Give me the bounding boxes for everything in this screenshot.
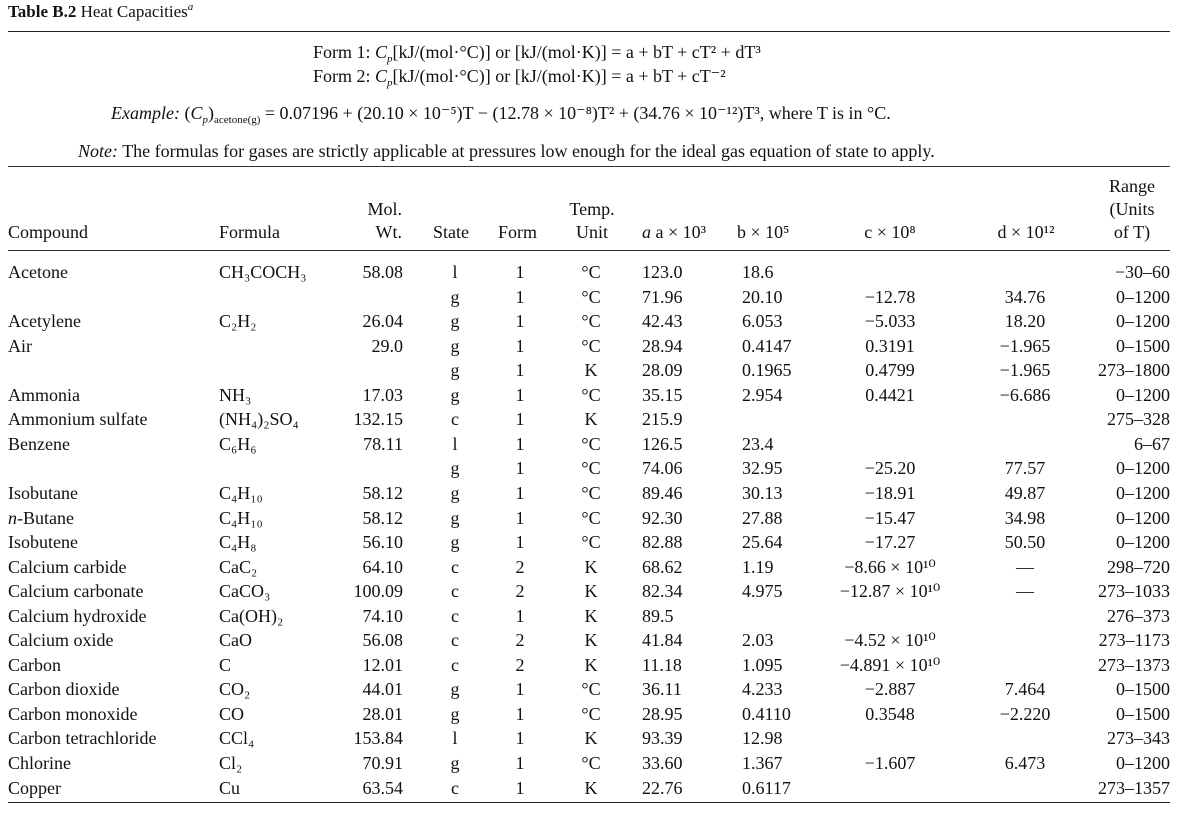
formula-cell: (NH₄)₂SO₄ [219, 409, 299, 430]
state-cell: c [451, 605, 459, 626]
range-cell: 276–373 [1107, 605, 1170, 626]
range-cell: 0–1500 [1116, 703, 1170, 724]
state-cell: g [450, 532, 460, 553]
form-cell: 1 [515, 679, 525, 700]
d-cell: — [1016, 581, 1034, 602]
a-cell: 89.5 [642, 605, 674, 626]
range-cell: −30–60 [1114, 262, 1170, 282]
c-cell: −2.887 [864, 679, 916, 700]
b-cell: 25.64 [742, 532, 783, 553]
compound-cell: Chlorine [8, 753, 71, 773]
top-rule [8, 31, 1170, 32]
header-compound: Compound [8, 222, 89, 242]
a-cell: 42.43 [642, 311, 683, 332]
state-cell: g [450, 679, 460, 700]
temp-unit-cell: K [584, 777, 598, 798]
form-cell: 1 [515, 286, 525, 307]
form-cell: 1 [515, 409, 525, 430]
b-cell: 23.4 [742, 433, 774, 454]
compound-cell: Isobutane [8, 482, 78, 503]
range-cell: 0–1200 [1116, 458, 1170, 479]
molwt-cell: 64.10 [362, 556, 403, 577]
formula-cell: NH₃ [219, 384, 252, 405]
range-cell: 0–1500 [1116, 335, 1170, 356]
form1-rhs: = a + bT + cT² + dT³ [611, 42, 761, 62]
d-cell: −1.965 [999, 335, 1051, 356]
range-cell: 273–1033 [1098, 581, 1170, 602]
molwt-cell: 70.91 [362, 753, 403, 773]
c-cell: −17.27 [864, 532, 916, 553]
formula-cell: CaO [219, 630, 252, 651]
header-form: Form [498, 222, 538, 242]
b-cell: 0.4147 [742, 335, 792, 356]
header-range-3: of T) [1113, 222, 1151, 242]
temp-unit-cell: °C [581, 679, 601, 700]
b-cell: 0.6117 [742, 777, 791, 798]
table-label: Table B.2 [8, 2, 77, 21]
form-cell: 1 [515, 384, 525, 405]
form-cell: 2 [515, 654, 525, 675]
compound-cell: Calcium carbonate [8, 581, 144, 602]
range-cell: 298–720 [1107, 556, 1170, 577]
b-cell: 32.95 [742, 458, 783, 479]
form-cell: 2 [515, 581, 525, 602]
temp-unit-cell: K [584, 409, 598, 430]
molwt-cell: 26.04 [362, 311, 403, 332]
formula-cell: CO [219, 703, 245, 724]
state-cell: g [450, 311, 460, 332]
formula-cell: Cu [219, 777, 241, 798]
molwt-cell: 58.12 [362, 507, 403, 528]
header-formula: Formula [219, 222, 280, 242]
temp-unit-cell: °C [581, 335, 601, 356]
c-cell: −4.52 × 10¹⁰ [844, 630, 936, 651]
state-cell: g [450, 753, 460, 773]
molwt-cell: 58.12 [362, 482, 403, 503]
state-cell: g [450, 482, 460, 503]
molwt-cell: 63.54 [362, 777, 403, 798]
bottom-rule [8, 802, 1170, 803]
c-cell: −8.66 × 10¹⁰ [844, 556, 936, 577]
temp-unit-cell: °C [581, 262, 601, 282]
table-row [0, 481, 1178, 506]
compound-cell: Carbon [8, 654, 61, 675]
a-cell: 35.15 [642, 384, 683, 405]
a-cell: 41.84 [642, 630, 683, 651]
temp-unit-cell: °C [581, 532, 601, 553]
molwt-cell: 44.01 [362, 679, 403, 700]
example-expression: = 0.07196 + (20.10 × 10⁻⁵)T − (12.78 × 10⁻⁸)T² + (34.76 × 10⁻¹²)T³, where T is in °C. [264, 103, 891, 123]
c-cell: −4.891 × 10¹⁰ [839, 654, 941, 675]
c-cell: −5.033 [864, 311, 916, 332]
state-cell: c [451, 409, 459, 430]
molwt-cell: 17.03 [362, 384, 403, 405]
c-cell: −12.78 [864, 286, 916, 307]
temp-unit-cell: K [584, 605, 598, 626]
temp-unit-cell: K [584, 654, 598, 675]
table-row [0, 702, 1178, 727]
table-row [0, 407, 1178, 432]
molwt-cell: 74.10 [362, 605, 403, 626]
state-cell: g [450, 286, 460, 307]
d-cell: 34.76 [1004, 286, 1046, 307]
d-cell: −2.220 [999, 703, 1051, 724]
b-cell: 4.233 [742, 679, 783, 700]
a-cell: 28.09 [642, 360, 683, 381]
formula-cell: C₄H₈ [219, 532, 257, 553]
a-cell: 89.46 [642, 482, 683, 503]
range-cell: 275–328 [1107, 409, 1170, 430]
form2-label: Form 2: [313, 66, 371, 86]
range-cell: 0–1200 [1116, 311, 1170, 332]
b-cell: 4.975 [742, 581, 783, 602]
header-range-1: Range [1109, 176, 1155, 196]
compound-cell: Carbon monoxide [8, 703, 138, 724]
header-state: State [433, 222, 469, 242]
state-cell: g [450, 335, 460, 356]
table-row [0, 776, 1178, 801]
table-row [0, 726, 1178, 751]
form1-label: Form 1: [313, 42, 371, 62]
header-a: a a × 10³ [642, 222, 707, 242]
molwt-cell: 56.10 [362, 532, 403, 553]
table-row [0, 260, 1178, 285]
state-cell: c [451, 630, 459, 651]
b-cell: 27.88 [742, 507, 783, 528]
compound-cell: Calcium hydroxide [8, 605, 147, 626]
b-cell: 1.367 [742, 753, 783, 773]
b-cell: 2.03 [742, 630, 774, 651]
table-title-text: Heat Capacities [80, 2, 188, 21]
compound-cell: n-Butane [8, 507, 74, 528]
c-cell: −12.87 × 10¹⁰ [839, 581, 941, 602]
formula-cell: CH₃COCH₃ [219, 262, 307, 282]
range-cell: 273–343 [1107, 728, 1170, 749]
temp-unit-cell: °C [581, 482, 601, 503]
example-subscript: acetone(g) [213, 114, 261, 126]
b-cell: 0.1965 [742, 360, 792, 381]
d-cell: 34.98 [1004, 507, 1046, 528]
range-cell: 6–67 [1134, 433, 1170, 454]
range-cell: 0–1200 [1116, 286, 1170, 307]
c-cell: −25.20 [864, 458, 916, 479]
temp-unit-cell: °C [581, 458, 601, 479]
state-cell: c [451, 777, 459, 798]
header-molwt-2: Wt. [375, 222, 402, 242]
form-cell: 1 [515, 433, 525, 454]
range-cell: 273–1373 [1098, 654, 1170, 675]
compound-cell: Ammonium sulfate [8, 409, 148, 430]
form2-units: [kJ/(mol·°C)] or [kJ/(mol·K)] [392, 66, 607, 86]
form2-rhs: = a + bT + cT⁻² [611, 66, 726, 86]
a-cell: 11.18 [642, 654, 682, 675]
header-temp-1: Temp. [569, 199, 615, 219]
a-cell: 68.62 [642, 556, 683, 577]
compound-cell: Isobutene [8, 532, 78, 553]
header-d: d × 10¹² [997, 222, 1055, 242]
table-row [0, 456, 1178, 481]
form-cell: 1 [515, 311, 525, 332]
a-cell: 28.95 [642, 703, 683, 724]
formula-cell: Cl₂ [219, 753, 243, 773]
molwt-cell: 56.08 [362, 630, 403, 651]
d-cell: 50.50 [1004, 532, 1046, 553]
form-cell: 1 [515, 605, 525, 626]
form-cell: 1 [515, 728, 525, 749]
header-c: c × 10⁸ [864, 222, 916, 242]
c-cell: −18.91 [864, 482, 916, 503]
d-cell: — [1016, 556, 1034, 577]
state-cell: g [450, 384, 460, 405]
compound-cell: Acetylene [8, 311, 81, 332]
example-label: Example: [111, 103, 180, 123]
table-row [0, 604, 1178, 629]
temp-unit-cell: K [584, 360, 598, 381]
compound-cell: Benzene [8, 433, 70, 454]
state-cell: l [452, 433, 458, 454]
state-cell: g [450, 703, 460, 724]
a-cell: 126.5 [642, 433, 683, 454]
compound-cell: Carbon dioxide [8, 679, 120, 700]
table-row [0, 579, 1178, 604]
molwt-cell: 100.09 [353, 581, 403, 602]
a-cell: 28.94 [642, 335, 683, 356]
table-row [0, 285, 1178, 310]
a-cell: 36.11 [642, 679, 682, 700]
compound-cell: Air [8, 335, 32, 356]
b-cell: 18.6 [742, 262, 774, 282]
form-cell: 1 [515, 262, 525, 282]
form-cell: 1 [515, 458, 525, 479]
range-cell: 0–1200 [1116, 507, 1170, 528]
state-cell: l [452, 262, 458, 282]
a-cell: 33.60 [642, 753, 683, 773]
a-cell: 82.88 [642, 532, 683, 553]
formula-cell: C₆H₆ [219, 433, 257, 454]
header-bottom-rule [8, 250, 1170, 251]
formula-cell: C [219, 654, 232, 675]
range-cell: 0–1200 [1116, 482, 1170, 503]
formula-cell: CO₂ [219, 679, 251, 700]
header-molwt-1: Mol. [367, 199, 402, 219]
a-cell: 123.0 [642, 262, 683, 282]
state-cell: g [450, 507, 460, 528]
d-cell: 6.473 [1004, 753, 1046, 773]
table-row [0, 506, 1178, 531]
compound-cell: Calcium oxide [8, 630, 114, 651]
state-cell: c [451, 654, 459, 675]
b-cell: 12.98 [742, 728, 783, 749]
a-cell: 22.76 [642, 777, 683, 798]
document-page: Table B.2 Heat Capacities$^a$ Form 1: $C_p[kJ/(mol\cdot^\circ C)]$ or [kJ/(mol·K)] = a + bT + cT² + dT³ Form 2: $C_p[kJ/(mol\cdot^\circ C)]$ or [kJ/(mol·K)] = a + bT + cT⁻² Example: $(C_p)_{acetone(g)} = 0.07196 + (20.10 \times 10^{-5})T - (12.78 \times 10^{-8})T^2 + (34.76 \times 10^{-12})T^3$, where T is in °C. Note: The formulas for gases are strictly applicable at pressures low enough for the ideal gas equation of state to apply. Compound Formula Mol. Wt. State Form Temp. Unit a a × 10³ b × 10⁵ c × 10⁸ d × 10¹² Range (Units of T) Acetone CH₃COCH₃ 58.08 l 1 °C 123.0 18.6 −30–60 g 1 °C 71.96 20.10 −12.78 34.76 0–1200 Acetylene C₂H₂ 26.04 g 1 °C 42.43 6.053 −5.033 18.20 0–1200 Air 29.0 g 1 °C 28.94 0.4147 0.3191 −1.965 0–1500 g 1 K 28.09 0.1965 0.4799 −1.965 273–1800 Ammonia NH₃ 17.03 g 1 °C 35.15 2.954 0.4421 −6.686 0–1200 Ammonium sulfate (NH₄)₂SO₄ 132.15 c 1 K 215.9 275–328 Benzene C₆H₆ 78.11 l 1 °C 126.5 23.4 6–67 g 1 °C 74.06 32.95 −25.20 77.57 0–1200 Isobutane C₄H₁₀ 58.12 g 1 °C 89.46 30.13 −18.91 49.87 0–1200 n-Butane C₄H₁₀ 58.12 g 1 °C 92.30 27.88 −15.47 34.98 0–1200 Isobutene C₄H₈ 56.10 g 1 °C 82.88 25.64 −17.27 50.50 0–1200 Calcium carbide CaC₂ 64.10 c 2 K 68.62 1.19 −8.66 × 10¹⁰ — 298–720 Calcium carbonate CaCO₃ 100.09 c 2 K 82.34 4.975 −12.87 × 10¹⁰ — 273–1033 Calcium hydroxide Ca(OH)₂ 74.10 c 1 K 89.5 276–373 Calcium oxide CaO 56.08 c 2 K 41.84 2.03 −4.52 × 10¹⁰ 273–1173 Carbon C 12.01 c 2 K 11.18 1.095 −4.891 × 10¹⁰ 273–1373 Carbon dioxide CO₂ 44.01 g 1 °C 36.11 4.233 −2.887 7.464 0–1500 Carbon monoxide CO 28.01 g 1 °C 28.95 0.4110 0.3548 −2.220 0–1500 Carbon tetrachloride CCl₄ 153.84 l 1 K 93.39 12.98 273–343 Chlorine Cl₂ 70.91 g 1 °C 33.60 1.367 −1.607 6.473 0–1200 Copper Cu 63.54 c 1 K 22.76 0.6117 273–1357 [0, 0, 1178, 814]
temp-unit-cell: K [584, 556, 598, 577]
table-row [0, 677, 1178, 702]
c-cell: −1.607 [864, 753, 916, 773]
table-row [0, 555, 1178, 580]
d-cell: 49.87 [1004, 482, 1046, 503]
d-cell: 7.464 [1004, 679, 1046, 700]
range-cell: 273–1800 [1098, 360, 1170, 381]
table-row [0, 751, 1178, 776]
example-line: Example: $(C_p)_{acetone(g)} = 0.07196 + (20.10 \times 10^{-5})T - (12.78 \times 10^{-8})T^2 + (34.76 \times 10^{-12})T^3$, where T is in °C. [111, 103, 891, 126]
a-cell: 92.30 [642, 507, 683, 528]
b-cell: 20.10 [742, 286, 783, 307]
temp-unit-cell: °C [581, 703, 601, 724]
formula-cell: C₂H₂ [219, 311, 257, 332]
note-line [78, 141, 935, 162]
d-cell: 18.20 [1004, 311, 1046, 332]
c-cell: 0.3548 [865, 703, 915, 724]
range-cell: 0–1200 [1116, 753, 1170, 773]
table-row [0, 358, 1178, 383]
d-cell: −6.686 [999, 384, 1051, 405]
b-cell: 30.13 [742, 482, 783, 503]
header-b: b × 10⁵ [737, 222, 790, 242]
state-cell: g [450, 360, 460, 381]
molwt-cell: 153.84 [353, 728, 403, 749]
compound-cell: Calcium carbide [8, 556, 127, 577]
temp-unit-cell: K [584, 581, 598, 602]
molwt-cell: 29.0 [371, 335, 403, 356]
form-cell: 1 [515, 753, 525, 773]
header-top-rule [8, 166, 1170, 167]
temp-unit-cell: °C [581, 433, 601, 454]
b-cell: 6.053 [742, 311, 783, 332]
table-title [8, 2, 193, 22]
c-cell: 0.4421 [865, 384, 915, 405]
d-cell: −1.965 [999, 360, 1051, 381]
compound-cell: Acetone [8, 262, 68, 282]
table-row [0, 334, 1178, 359]
temp-unit-cell: K [584, 630, 598, 651]
compound-cell: Carbon tetrachloride [8, 728, 157, 749]
note-text: The formulas for gases are strictly applicable at pressures low enough for the ideal gas equation of state to apply. [122, 141, 935, 161]
formula-cell: C₄H₁₀ [219, 507, 263, 528]
state-cell: l [452, 728, 458, 749]
range-cell: 273–1357 [1098, 777, 1170, 798]
range-cell: 0–1200 [1116, 532, 1170, 553]
compound-cell: Copper [8, 777, 61, 798]
range-cell: 0–1200 [1116, 384, 1170, 405]
molwt-cell: 78.11 [363, 433, 403, 454]
temp-unit-cell: K [584, 728, 598, 749]
c-cell: 0.4799 [865, 360, 915, 381]
form1-units: [kJ/(mol·°C)] or [kJ/(mol·K)] [392, 42, 607, 62]
form-cell: 1 [515, 360, 525, 381]
header-range-2: (Units [1109, 199, 1155, 219]
temp-unit-cell: °C [581, 507, 601, 528]
footnote-mark: a [187, 1, 194, 13]
c-cell: −15.47 [864, 507, 916, 528]
form-cell: 1 [515, 482, 525, 503]
b-cell: 1.095 [742, 654, 783, 675]
state-cell: g [450, 458, 460, 479]
form-cell: 2 [515, 556, 525, 577]
a-cell: 74.06 [642, 458, 683, 479]
formula-cell: C₄H₁₀ [219, 482, 263, 503]
header-temp-2: Unit [575, 222, 608, 242]
a-cell: 215.9 [642, 409, 683, 430]
molwt-cell: 12.01 [362, 654, 403, 675]
form-cell: 1 [515, 507, 525, 528]
form-cell: 1 [515, 532, 525, 553]
form-cell: 1 [515, 335, 525, 356]
table-row [0, 653, 1178, 678]
formula-cell: CaCO₃ [219, 581, 271, 602]
d-cell: 77.57 [1004, 458, 1046, 479]
table-row [0, 530, 1178, 555]
temp-unit-cell: °C [581, 286, 601, 307]
table-row [0, 628, 1178, 653]
formula-cell: CCl₄ [219, 728, 255, 749]
molwt-cell: 132.15 [353, 409, 403, 430]
compound-cell: Ammonia [8, 384, 80, 405]
a-cell: 82.34 [642, 581, 683, 602]
a-cell: 93.39 [642, 728, 683, 749]
form-cell: 2 [515, 630, 525, 651]
range-cell: 273–1173 [1098, 630, 1170, 651]
table-row [0, 383, 1178, 408]
formula-cell: Ca(OH)₂ [219, 605, 284, 626]
table-row [0, 309, 1178, 334]
form-cell: 1 [515, 703, 525, 724]
molwt-cell: 28.01 [362, 703, 403, 724]
b-cell: 1.19 [742, 556, 774, 577]
form-cell: 1 [515, 777, 525, 798]
b-cell: 0.4110 [742, 703, 791, 724]
temp-unit-cell: °C [581, 384, 601, 405]
temp-unit-cell: °C [581, 753, 601, 773]
temp-unit-cell: °C [581, 311, 601, 332]
table-row [0, 432, 1178, 457]
formula-cell: CaC₂ [219, 556, 258, 577]
molwt-cell: 58.08 [362, 262, 403, 282]
note-label: Note: [78, 141, 118, 161]
state-cell: c [451, 556, 459, 577]
range-cell: 0–1500 [1116, 679, 1170, 700]
state-cell: c [451, 581, 459, 602]
a-cell: 71.96 [642, 286, 683, 307]
b-cell: 2.954 [742, 384, 783, 405]
c-cell: 0.3191 [865, 335, 915, 356]
